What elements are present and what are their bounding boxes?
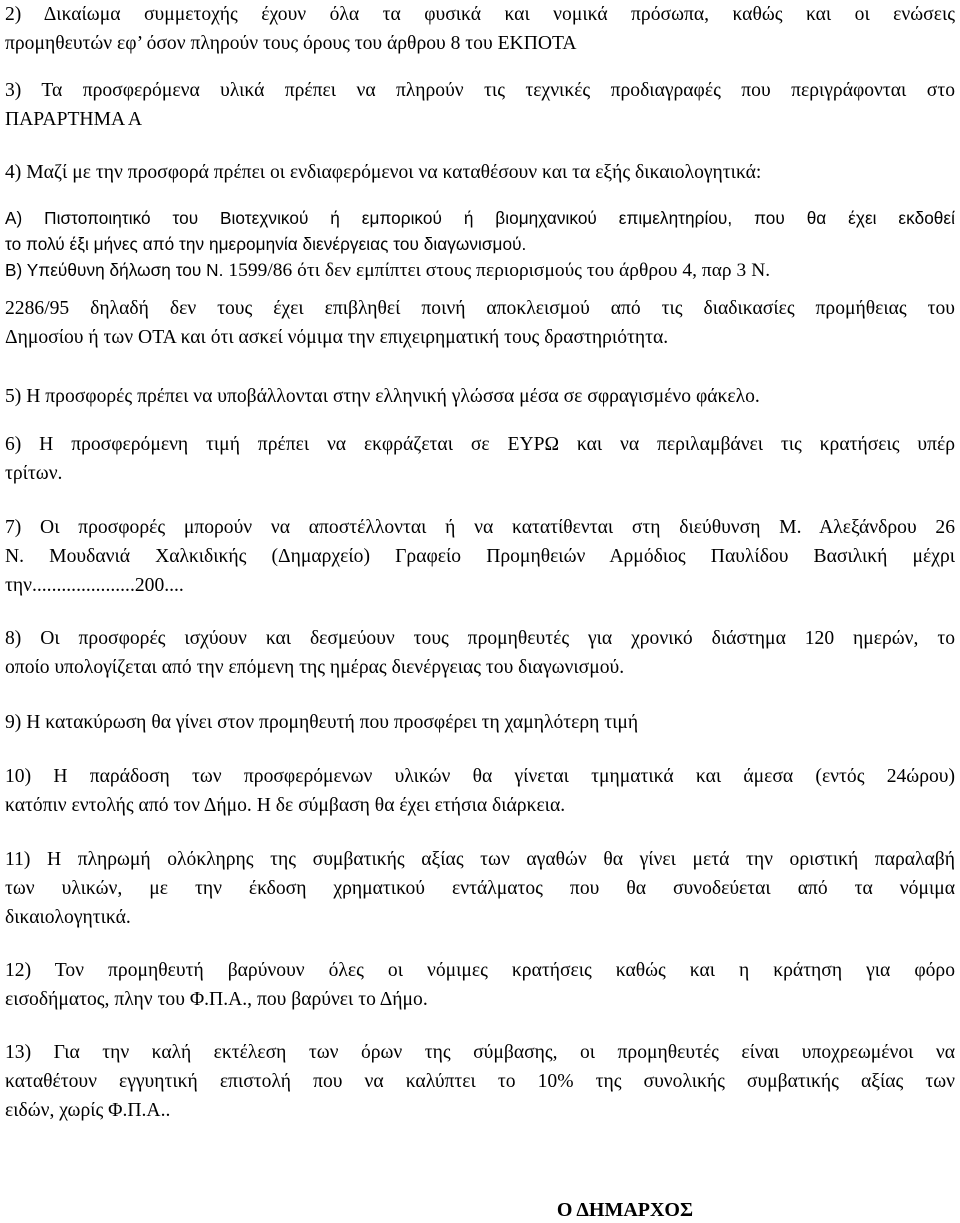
text-line: την.....................200.... [5, 575, 184, 596]
text-line: 10) Η παράδοση των προσφερόμενων υλικών θα γίνεται τμηματικά και άμεσα (εντός 24ώρου) [5, 766, 955, 787]
text-line [5, 257, 955, 284]
text-line: οποίο υπολογίζεται από την επόμενη της ημέρας διενέργειας του διαγωνισμού. [5, 657, 625, 678]
text-line: το πολύ έξι μήνες από την ημερομηνία διενέργειας του διαγωνισμού. [5, 234, 527, 254]
text-line: 8) Οι προσφορές ισχύουν και δεσμεύουν τους προμηθευτές για χρονικό διάστημα 120 ημερών, το [5, 628, 955, 649]
text-line: 13) Για την καλή εκτέλεση των όρων της σύμβασης, οι προμηθευτές είναι υποχρεωμένοι να [5, 1042, 955, 1063]
paragraph-item-6 [5, 430, 955, 488]
text-line: ειδών, χωρίς Φ.Π.Α.. [5, 1100, 171, 1121]
text-line: προμηθευτών εφ’ όσον πληρούν τους όρους του άρθρου 8 του ΕΚΠΟΤΑ [5, 33, 577, 54]
text-line: καταθέτουν εγγυητική επιστολή που να καλύπτει το 10% της συνολικής συμβατικής αξίας των [5, 1071, 955, 1092]
text-line: 2286/95 δηλαδή δεν τους έχει επιβληθεί ποινή αποκλεισμού από τις διαδικασίες προμήθειας του [5, 298, 955, 319]
text-line: Α) Πιστοποιητικό του Βιοτεχνικού ή εμπορικού ή βιομηχανικού επιμελητηρίου, που θα έχει εκδοθεί [5, 208, 955, 228]
text-line: ΠΑΡΑΡΤΗΜΑ Α [5, 109, 143, 130]
text-line: κατόπιν εντολής από τον Δήμο. Η δε σύμβαση θα έχει ετήσια διάρκεια. [5, 795, 566, 816]
text-line: 6) Η προσφερόμενη τιμή πρέπει να εκφράζεται σε ΕΥΡΩ και να περιλαμβάνει τις κρατήσεις υπέρ [5, 434, 955, 455]
paragraph-item-5 [5, 382, 955, 411]
paragraph-item-9 [5, 708, 955, 737]
mayor-signature-heading: Ο ΔΗΜΑΡΧΟΣ [556, 1199, 694, 1221]
text-line: εισοδήματος, πλην του Φ.Π.Α., που βαρύνει το Δήμο. [5, 989, 428, 1010]
text-line: 9) Η κατακύρωση θα γίνει στον προμηθευτή που προσφέρει τη χαμηλότερη τιμή [5, 712, 639, 733]
paragraph-item-4 [5, 158, 955, 187]
paragraph-item-7 [5, 513, 955, 600]
paragraph-item-4a-4b [5, 205, 955, 284]
text-fragment-sans: Β) Υπεύθυνη δήλωση του Ν. [5, 260, 224, 280]
paragraph-item-11 [5, 845, 955, 932]
text-line: 7) Οι προσφορές μπορούν να αποστέλλονται ή να κατατίθενται στη διεύθυνση Μ. Αλεξάνδρου 26 [5, 517, 955, 538]
text-line: 5) Η προσφορές πρέπει να υποβάλλονται στην ελληνική γλώσσα μέσα σε σφραγισμένο φάκελο. [5, 386, 760, 407]
text-line: 11) Η πληρωμή ολόκληρης της συμβατικής αξίας των αγαθών θα γίνει μετά την οριστική παραλαβή [5, 849, 955, 870]
text-line: Δημοσίου ή των ΟΤΑ και ότι ασκεί νόμιμα την επιχειρηματική τους δραστηριότητα. [5, 327, 669, 348]
paragraph-item-13 [5, 1038, 955, 1125]
paragraph-item-4b-continuation [5, 294, 955, 352]
text-fragment-serif: 1599/86 ότι δεν εμπίπτει στους περιορισμούς του άρθρου 4, παρ 3 Ν. [223, 260, 771, 281]
text-line: δικαιολογητικά. [5, 907, 131, 928]
text-line: 2) Δικαίωμα συμμετοχής έχουν όλα τα φυσικά και νομικά πρόσωπα, καθώς και οι ενώσεις [5, 4, 955, 25]
paragraph-item-3 [5, 76, 955, 134]
text-line: Ν. Μουδανιά Χαλκιδικής (Δημαρχείο) Γραφείο Προμηθειών Αρμόδιος Παυλίδου Βασιλική μέχρι [5, 546, 955, 567]
paragraph-item-12 [5, 956, 955, 1014]
paragraph-item-8 [5, 624, 955, 682]
paragraph-item-2 [5, 0, 955, 58]
text-line: 12) Τον προμηθευτή βαρύνουν όλες οι νόμιμες κρατήσεις καθώς και η κράτηση για φόρο [5, 960, 955, 981]
text-line: τρίτων. [5, 463, 63, 484]
paragraph-item-10 [5, 762, 955, 820]
text-line: των υλικών, με την έκδοση χρηματικού εντάλματος που θα συνοδεύεται από τα νόμιμα [5, 878, 955, 899]
text-line: 3) Τα προσφερόμενα υλικά πρέπει να πληρούν τις τεχνικές προδιαγραφές που περιγράφονται στο [5, 80, 955, 101]
text-line: 4) Μαζί με την προσφορά πρέπει οι ενδιαφερόμενοι να καταθέσουν και τα εξής δικαιολογητικά: [5, 162, 762, 183]
